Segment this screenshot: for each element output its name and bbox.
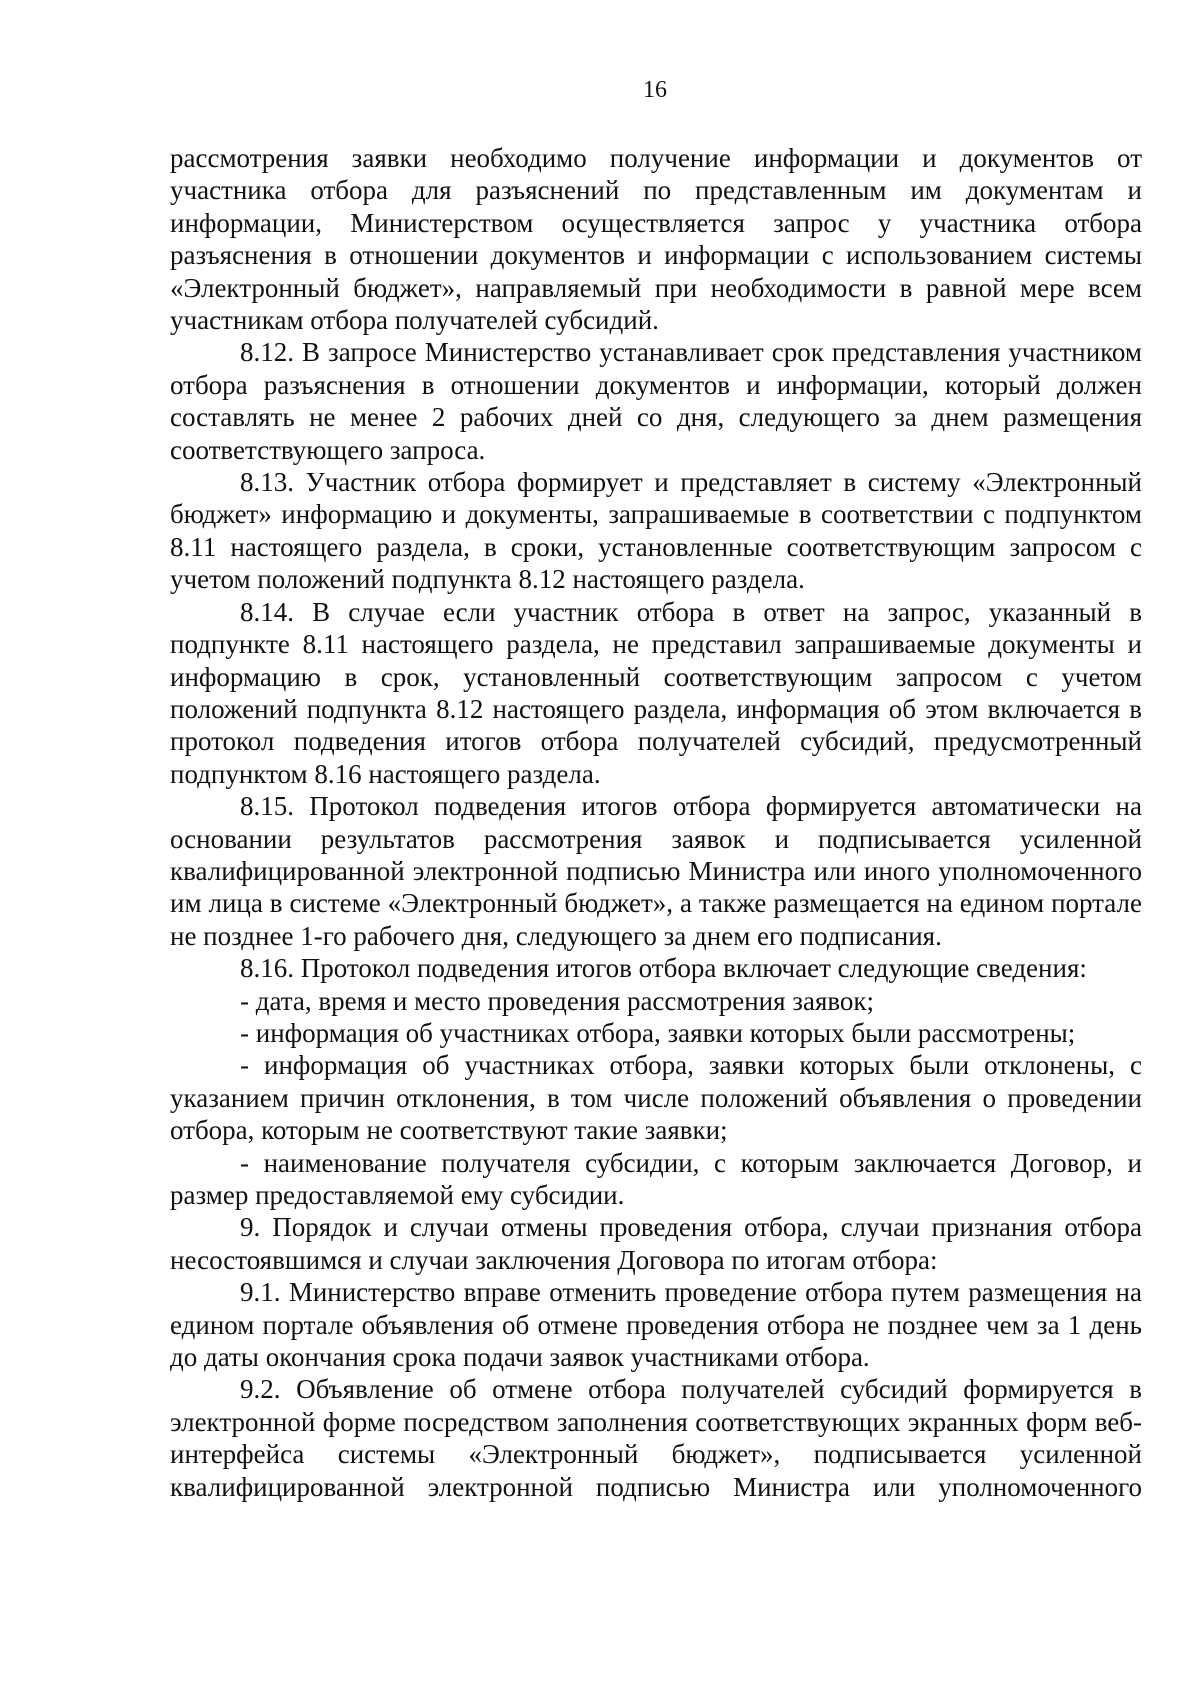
paragraph-continuation: рассмотрения заявки необходимо получение информации и документов от участника отбора для разъяснений по представленным им документам и информации, Министерством осуществляется запрос у участника отбора разъяснения в отношении документов и информации с использованием системы «Электронный бюджет», направляемый при необходимости в равной мере всем участникам отбора получателей субсидий. (170, 143, 1142, 336)
list-item-rejected-participants: - информация об участниках отбора, заявки которых были отклонены, с указанием причин отклонения, в том числе положений объявления о проведении отбора, которым не соответствуют такие заявки; (170, 1050, 1142, 1146)
list-item-date-time-place: - дата, время и место проведения рассмотрения заявок; (240, 985, 875, 1016)
document-body (170, 142, 1142, 1503)
paragraph-9-2: 9.2. Объявление об отмене отбора получателей субсидий формируется в электронной форме посредством заполнения соответствующих экранных форм веб-интерфейса системы «Электронный бюджет», подписывается усиленной квалифицированной электронной подписью Министра или уполномоченного (170, 1374, 1142, 1502)
paragraph-9: 9. Порядок и случаи отмены проведения отбора, случаи признания отбора несостоявшимся и случаи заключения Договора по итогам отбора: (170, 1212, 1142, 1275)
paragraph-8-15: 8.15. Протокол подведения итогов отбора формируется автоматически на основании результатов рассмотрения заявок и подписывается усиленной квалифицированной электронной подписью Министра или иного уполномоченного им лица в системе «Электронный бюджет», а также размещается на едином портале не позднее 1-го рабочего дня, следующего за днем его подписания. (170, 791, 1142, 951)
page-number: 16 (643, 77, 667, 103)
paragraph-9-1: 9.1. Министерство вправе отменить проведение отбора путем размещения на едином портале объявления об отмене проведения отбора не позднее чем за 1 день до даты окончания срока подачи заявок участниками отбора. (170, 1277, 1142, 1373)
list-item-reviewed-participants: - информация об участниках отбора, заявки которых были рассмотрены; (240, 1017, 1076, 1048)
paragraph-8-16: 8.16. Протокол подведения итогов отбора включает следующие сведения: (240, 953, 1087, 984)
list-item-recipient-name: - наименование получателя субсидии, с которым заключается Договор, и размер предоставляемой ему субсидии. (170, 1147, 1142, 1210)
paragraph-8-12: 8.12. В запросе Министерство устанавливает срок представления участником отбора разъяснения в отношении документов и информации, который должен составлять не менее 2 рабочих дней со дня, следующего за днем размещения соответствующего запроса. (170, 337, 1142, 465)
paragraph-8-14: 8.14. В случае если участник отбора в ответ на запрос, указанный в подпункте 8.11 настоящего раздела, не представил запрашиваемые документы и информацию в срок, установленный соответствующим запросом с учетом положений подпункта 8.12 настоящего раздела, информация об этом включается в протокол подведения итогов отбора получателей субсидий, предусмотренный подпунктом 8.16 настоящего раздела. (170, 596, 1142, 789)
paragraph-8-13: 8.13. Участник отбора формирует и представляет в систему «Электронный бюджет» информацию и документы, запрашиваемые в соответствии с подпунктом 8.11 настоящего раздела, в сроки, установленные соответствующим запросом с учетом положений подпункта 8.12 настоящего раздела. (170, 467, 1142, 595)
